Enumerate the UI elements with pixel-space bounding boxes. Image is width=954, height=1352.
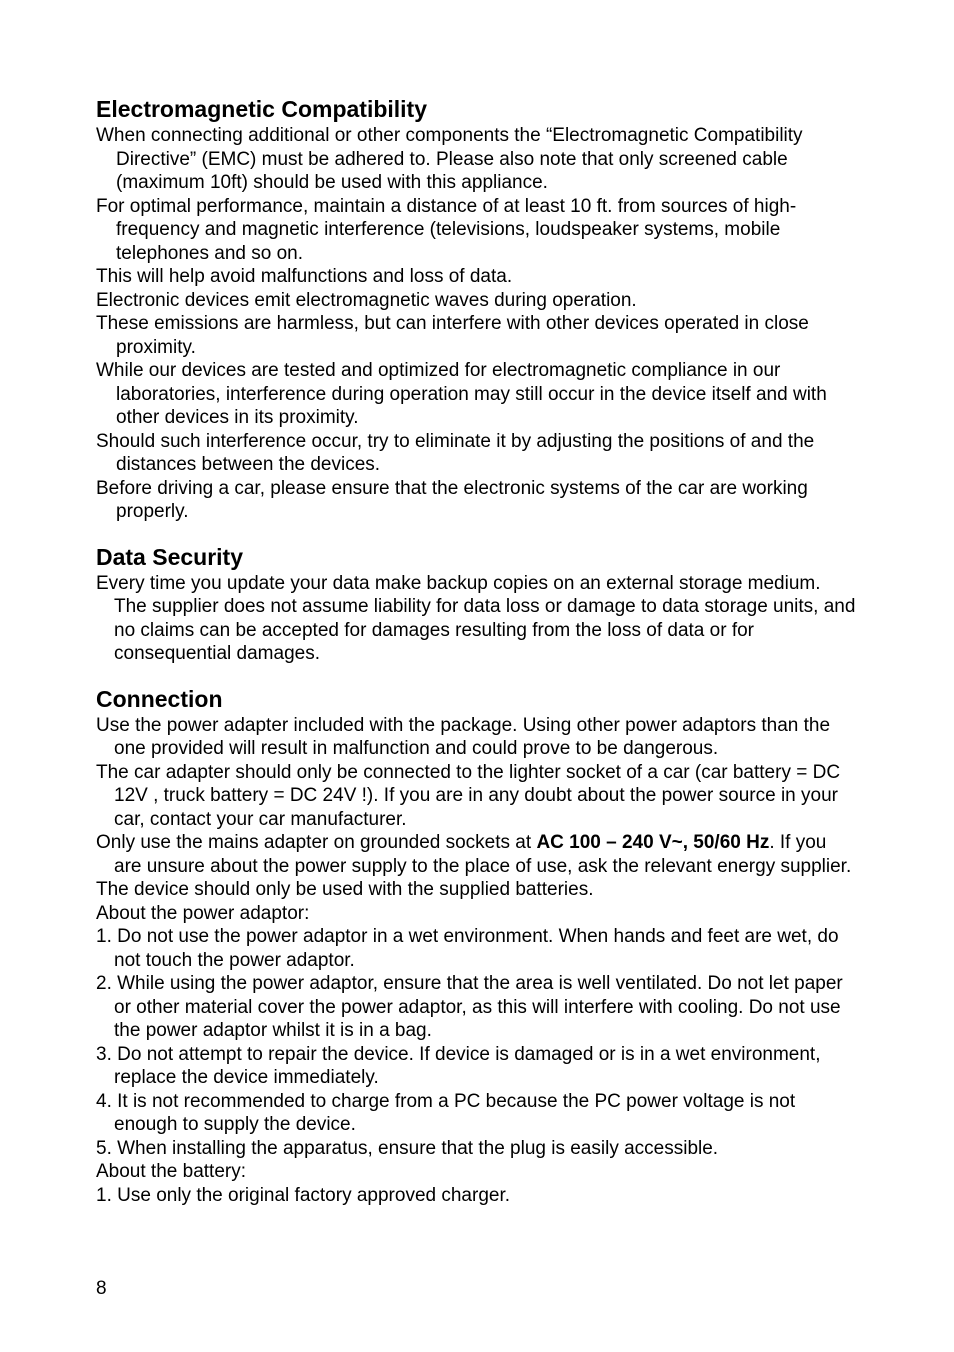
section-data-security	[96, 542, 856, 666]
section-heading: Data Security	[96, 543, 244, 570]
section-heading: Connection	[96, 685, 223, 712]
list-item: 1. Do not use the power adaptor in a wet environment. When hands and feet are wet, do not touch the power adaptor.	[96, 926, 839, 971]
mains-adapter-paragraph	[96, 831, 856, 878]
paragraph: Electronic devices emit electromagnetic waves during operation.	[96, 289, 637, 311]
paragraph: When connecting additional or other components the “Electromagnetic Compatibility Directive” (EMC) must be adhered to. Please also note that only screened cable (maximum 10ft) should be used with this appliance.	[96, 125, 803, 193]
list-item: 3. Do not attempt to repair the device. If device is damaged or is in a wet environment, replace the device immediately.	[96, 1043, 821, 1088]
list-item: 2. While using the power adaptor, ensure that the area is well ventilated. Do not let paper or other material cover the power adaptor, as this will interfere with cooling. Do not use the power adaptor whilst it is in a bag.	[96, 973, 843, 1041]
paragraph: Use the power adapter included with the package. Using other power adaptors than the one provided will result in malfunction and could prove to be dangerous.	[96, 714, 831, 759]
paragraph: Every time you update your data make backup copies on an external storage medium. The supplier does not assume liability for data loss or damage to data storage units, and no claims can be accepted for damages resulting from the loss of data or for consequential damages.	[96, 572, 856, 664]
mains-text-before: Only use the mains adapter on grounded sockets at	[96, 832, 537, 853]
paragraph: Should such interference occur, try to eliminate it by adjusting the positions of and the distances between the devices.	[96, 430, 815, 475]
voltage-spec: AC 100 – 240 V~, 50/60 Hz	[536, 832, 770, 853]
paragraph: This will help avoid malfunctions and loss of data.	[96, 266, 513, 287]
paragraph: The car adapter should only be connected to the lighter socket of a car (car battery = DC 12V , truck battery = DC 24V !). If you are in any doubt about the power source in your car, contact your car manufacturer.	[96, 761, 841, 830]
list-item: 1. Use only the original factory approved charger.	[96, 1184, 511, 1206]
paragraph: Before driving a car, please ensure that the electronic systems of the car are working properly.	[96, 477, 808, 522]
section-emc	[96, 94, 856, 524]
list-item: 4. It is not recommended to charge from a PC because the PC power voltage is not enough to supply the device.	[96, 1090, 796, 1135]
mains-text-after: . If you are unsure about the power supply to the place of use, ask the relevant energy supplier.	[114, 832, 852, 877]
page-number: 8	[96, 1278, 107, 1299]
paragraph: For optimal performance, maintain a distance of at least 10 ft. from sources of high-frequency and magnetic interference (televisions, loudspeaker systems, mobile telephones and so on.	[96, 195, 797, 264]
section-connection	[96, 684, 856, 1208]
paragraph: About the battery:	[96, 1161, 246, 1182]
paragraph: The device should only be used with the supplied batteries.	[96, 879, 594, 900]
paragraph: These emissions are harmless, but can interfere with other devices operated in close proximity.	[96, 313, 809, 358]
document-page	[96, 94, 856, 1225]
list-item: 5. When installing the apparatus, ensure that the plug is easily accessible.	[96, 1137, 719, 1159]
paragraph: About the power adaptor:	[96, 902, 310, 924]
paragraph: While our devices are tested and optimized for electromagnetic compliance in our laboratories, interference during operation may still occur in the device itself and with other devices in its proximity.	[96, 360, 827, 428]
section-heading: Electromagnetic Compatibility	[96, 96, 428, 122]
